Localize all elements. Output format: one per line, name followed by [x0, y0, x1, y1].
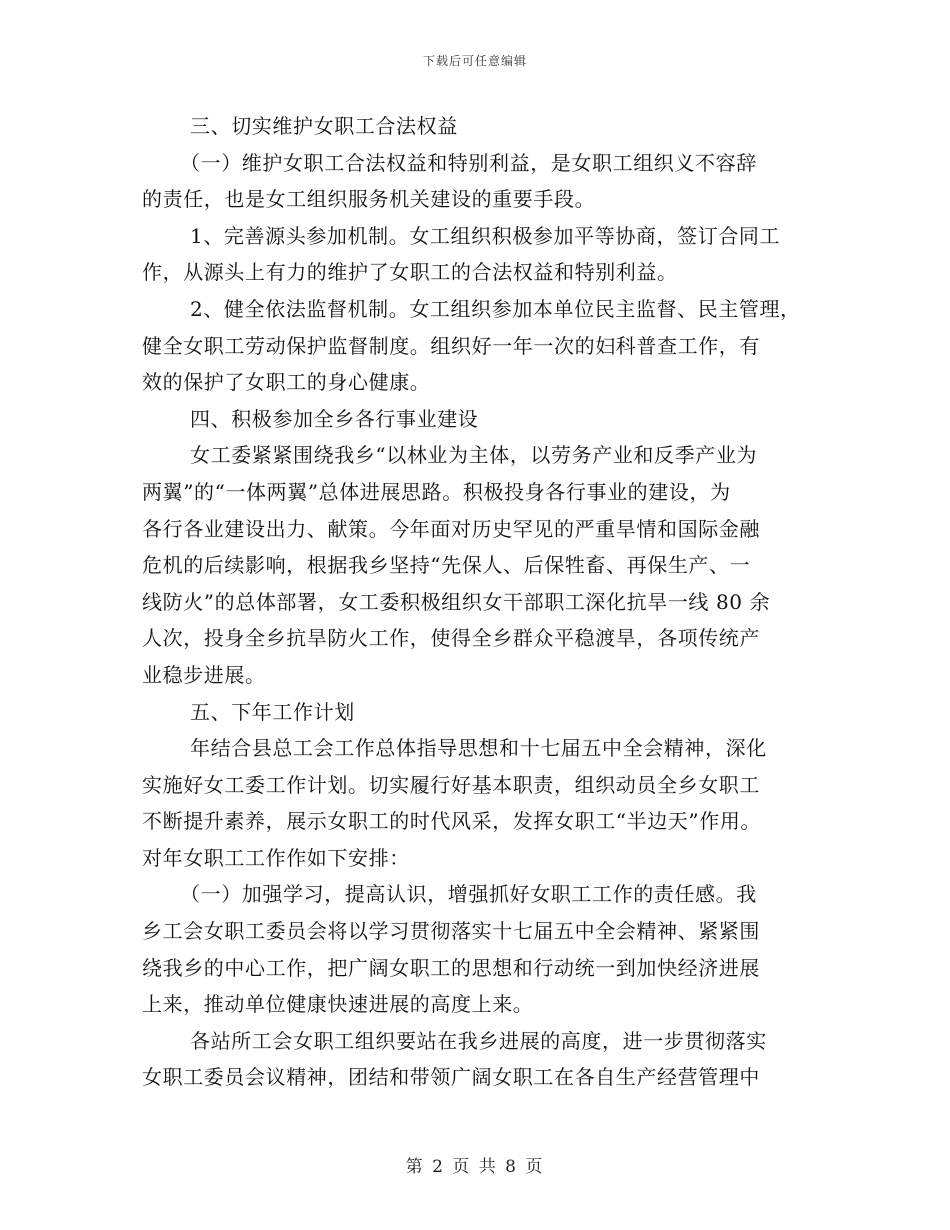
paragraph-line: 危机的后续影响，根据我乡坚持“先保人、后保牲畜、再保生产、一 — [142, 553, 751, 578]
paragraph-line: 女职工委员会议精神，团结和带领广阔女职工在各自生产经营管理中 — [142, 1065, 760, 1090]
page-header: 下载后可任意编辑 — [422, 54, 527, 68]
section-heading: 四、积极参加全乡各行事业建设 — [190, 406, 479, 431]
paragraph-line: 健全女职工劳动保护监督制度。组织好一年一次的妇科普查工作，有 — [142, 333, 760, 358]
paragraph-line: 绕我乡的中心工作，把广阔女职工的思想和行动统一到加快经济进展 — [142, 955, 760, 980]
paragraph-line: 两翼”的“一体两翼”总体进展思路。积极投身各行事业的建设，为 — [142, 479, 731, 504]
document-body — [142, 108, 822, 1096]
paragraph-line: 年结合县总工会工作总体指导思想和十七届五中全会精神，深化 — [190, 736, 767, 761]
paragraph-line: 各行各业建设出力、献策。今年面对历史罕见的严重旱情和国际金融 — [142, 516, 760, 541]
page-number: 第 2 页 共 8 页 — [405, 1157, 545, 1177]
paragraph-line: 1、完善源头参加机制。女工组织积极参加平等协商，签订合同工 — [190, 223, 781, 248]
paragraph-line: 线防火”的总体部署，女工委积极组织女干部职工深化抗旱一线 80 余 — [142, 589, 771, 614]
paragraph-line: 女工委紧紧围绕我乡“以林业为主体，以劳务产业和反季产业为 — [190, 443, 758, 468]
paragraph-line: 对年女职工工作作如下安排： — [142, 845, 410, 870]
paragraph-line: 效的保护了女职工的身心健康。 — [142, 370, 431, 395]
paragraph-line: 作，从源头上有力的维护了女职工的合法权益和特别利益。 — [142, 260, 678, 285]
paragraph-line: 乡工会女职工委员会将以学习贯彻落实十七届五中全会精神、紧紧围 — [142, 919, 760, 944]
paragraph-line: 不断提升素养，展示女职工的时代风采，发挥女职工“半边天”作用。 — [142, 809, 762, 834]
paragraph-line: 业稳步进展。 — [142, 662, 266, 687]
section-heading: 五、下年工作计划 — [190, 699, 355, 724]
paragraph-line: 各站所工会女职工组织要站在我乡进展的高度，进一步贯彻落实 — [190, 1028, 767, 1053]
paragraph-line: （一）加强学习，提高认识，增强抓好女职工工作的责任感。我 — [180, 882, 757, 907]
paragraph-line: 的责任，也是女工组织服务机关建设的重要手段。 — [142, 187, 596, 212]
paragraph-line: 上来，推动单位健康快速进展的高度上来。 — [142, 992, 534, 1017]
paragraph-line: （一）维护女职工合法权益和特别利益，是女职工组织义不容辞 — [180, 150, 757, 175]
paragraph-line: 实施好女工委工作计划。切实履行好基本职责，组织动员全乡女职工 — [142, 772, 760, 797]
paragraph-line: 人次，投身全乡抗旱防火工作，使得全乡群众平稳渡旱，各项传统产 — [142, 626, 760, 651]
section-heading: 三、切实维护女职工合法权益 — [190, 114, 458, 138]
paragraph-line: 2、健全依法监督机制。女工组织参加本单位民主监督、民主管理， — [190, 296, 801, 321]
